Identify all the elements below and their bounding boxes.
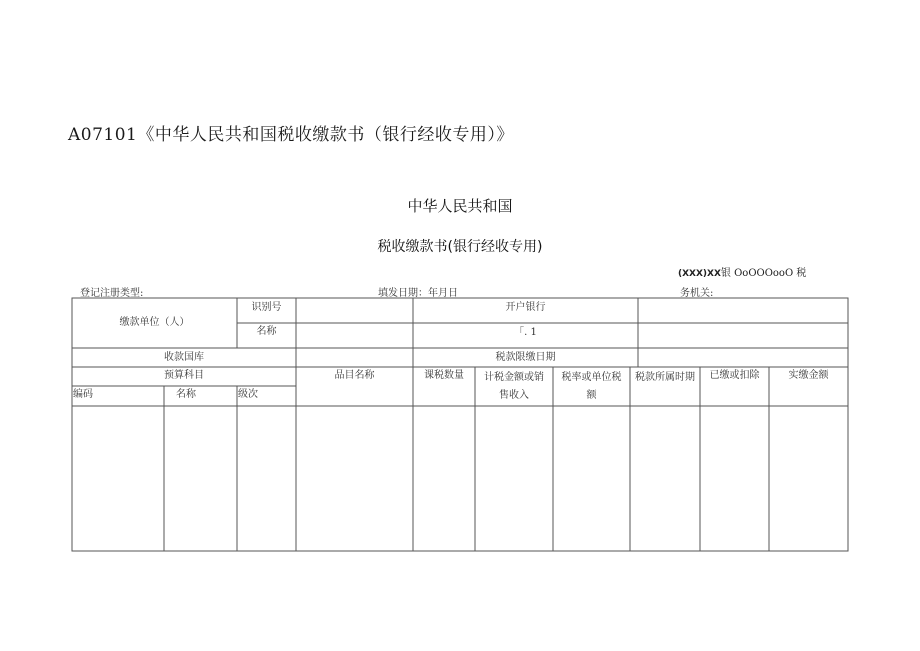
bank-label: 开户银行	[505, 302, 546, 313]
tax-authority-label: 务机关:	[680, 288, 714, 299]
paid-deducted-column-header: 已缴或扣除	[709, 370, 760, 381]
treasury-label: 收款国库	[164, 352, 204, 363]
tax-rate-line-2: 额	[586, 390, 597, 401]
receipt-code-prefix: (XXX)XX	[678, 269, 721, 279]
tax-period-column-header: 税款所属时期	[635, 372, 695, 383]
tax-rate-column-header	[553, 372, 630, 402]
receipt-code-suffix: 银 OoOOOooO 税	[720, 268, 807, 279]
taxable-amount-line-2: 售收入	[499, 390, 529, 401]
name-column-header: 名称	[176, 389, 196, 400]
form-sub-title: 税收缴款书(银行经收专用)	[377, 239, 543, 255]
id-number-label: 识别号	[251, 302, 282, 313]
item-name-column-header: 品目名称	[334, 370, 375, 381]
deadline-label: 税款限缴日期	[495, 352, 556, 363]
form-main-title: 中华人民共和国	[407, 197, 513, 215]
tax-quantity-column-header: 课税数量	[424, 370, 464, 381]
taxable-amount-line-1: 计税金额或销	[484, 372, 544, 383]
code-column-header: 编码	[73, 389, 93, 400]
document-title: A07101《中华人民共和国税收缴款书（银行经收专用）》	[68, 125, 514, 145]
actual-payment-column-header: 实缴金额	[788, 370, 829, 381]
bank-value: 「. 1	[514, 327, 537, 338]
budget-subject-label: 预算科目	[164, 370, 204, 381]
registration-type-label: 登记注册类型:	[80, 288, 144, 299]
payer-name-label: 名称	[256, 326, 277, 337]
fill-date-label: 填发日期：年月日	[378, 288, 458, 299]
tax-rate-line-1: 税率或单位税	[561, 372, 622, 383]
taxable-amount-column-header	[475, 372, 553, 402]
level-column-header: 级次	[238, 389, 258, 400]
payer-label: 缴款单位（人）	[119, 317, 190, 328]
